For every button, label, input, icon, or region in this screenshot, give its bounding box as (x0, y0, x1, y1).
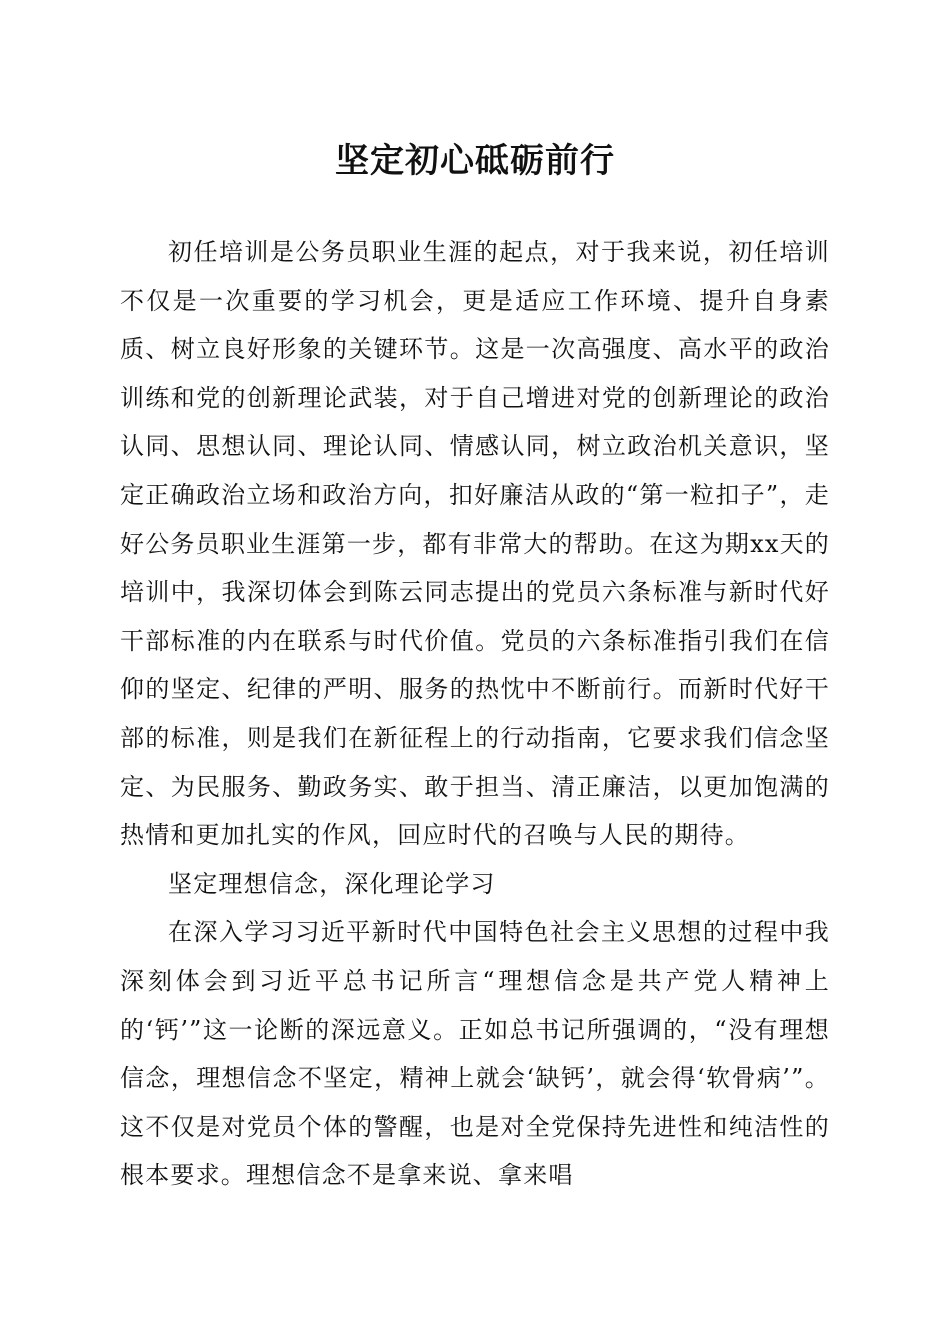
paragraph-theory: 在深入学习习近平新时代中国特色社会主义思想的过程中我深刻体会到习近平总书记所言“理想信念是共产党人精神上的‘钙’”这一论断的深远意义。正如总书记所强调的，“没有理想信念，理想信念不坚定，精神上就会‘缺钙’，就会得‘软骨病’”。这不仅是对党员个体的警醒，也是对全党保持先进性和纯洁性的根本要求。理想信念不是拿来说、拿来唱 (120, 918, 830, 1190)
section-heading: 坚定理想信念，深化理论学习 (168, 869, 496, 898)
paragraph-intro: 初任培训是公务员职业生涯的起点，对于我来说，初任培训不仅是一次重要的学习机会，更是适应工作环境、提升自身素质、树立良好形象的关键环节。这是一次高强度、高水平的政治训练和党的创新理论武装，对于自己增进对党的创新理论的政治认同、思想认同、理论认同、情感认同，树立政治机关意识，坚定正确政治立场和政治方向，扣好廉洁从政的“第一粒扣子”，走好公务员职业生涯第一步，都有非常大的帮助。在这为期xx天的培训中，我深切体会到陈云同志提出的党员六条标准与新时代好干部标准的内在联系与时代价值。党员的六条标准指引我们在信仰的坚定、纪律的严明、服务的热忱中不断前行。而新时代好干部的标准，则是我们在新征程上的行动指南，它要求我们信念坚定、为民服务、勤政务实、敢于担当、清正廉洁，以更加饱满的热情和更加扎实的作风，回应时代的召唤与人民的期待。 (120, 238, 830, 850)
document-title: 坚定初心砥砺前行 (335, 141, 615, 181)
document-body (120, 228, 830, 1200)
